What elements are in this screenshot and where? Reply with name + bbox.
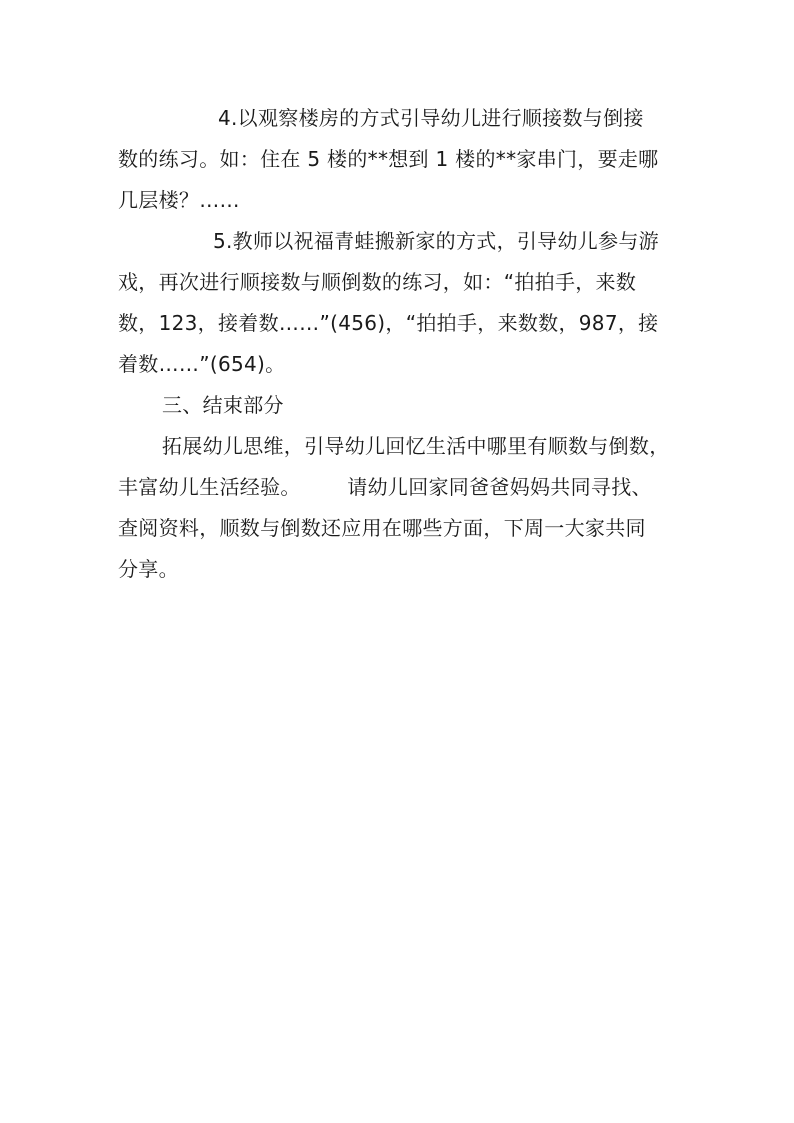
paragraph-line: 几层楼？…… <box>118 188 240 212</box>
document-body <box>118 98 680 590</box>
paragraph-line: 拓展幼儿思维，引导幼儿回忆生活中哪里有顺数与倒数， <box>162 434 670 458</box>
paragraph-line: 丰富幼儿生活经验。 请幼儿回家同爸爸妈妈共同寻找、 <box>118 475 652 499</box>
paragraph-line: 戏，再次进行顺接数与顺倒数的练习，如：“拍拍手，来数 <box>118 270 637 294</box>
paragraph-line: 分享。 <box>118 557 179 581</box>
paragraph-line: 着数……”(654)。 <box>118 352 286 376</box>
paragraph-line: 数的练习。如：住在 5 楼的**想到 1 楼的**家串门，要走哪 <box>118 147 659 171</box>
paragraph-line: 数，123，接着数……”(456)，“拍拍手，来数数，987，接 <box>118 311 659 335</box>
section-closing <box>118 385 680 590</box>
paragraph-line: 查阅资料，顺数与倒数还应用在哪些方面，下周一大家共同 <box>118 516 646 540</box>
paragraph-line: 4.以观察楼房的方式引导幼儿进行顺接数与倒接 <box>218 106 644 130</box>
section-heading: 三、结束部分 <box>162 393 284 417</box>
paragraph-step-5 <box>118 221 680 385</box>
paragraph-step-4 <box>118 98 680 221</box>
paragraph-line: 5.教师以祝福青蛙搬新家的方式，引导幼儿参与游 <box>213 229 659 253</box>
